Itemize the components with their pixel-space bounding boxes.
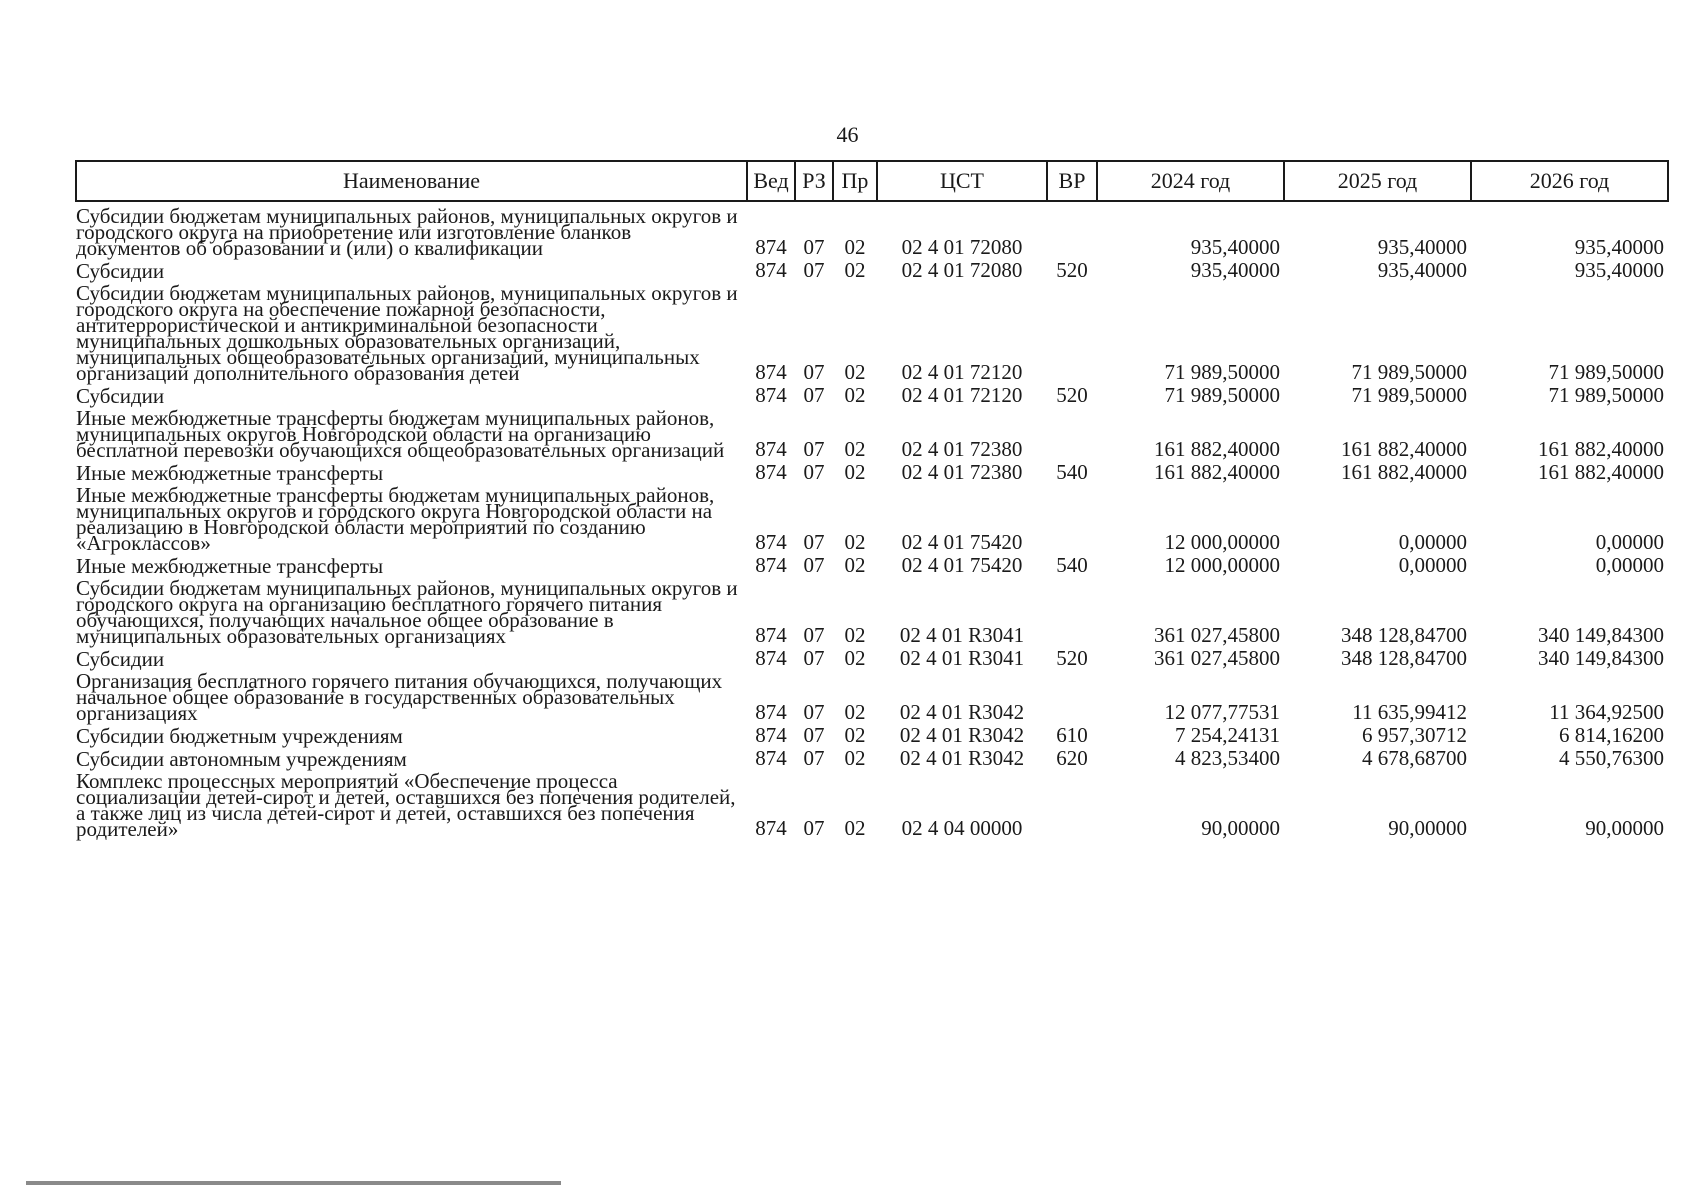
row-cst: 02 4 01 R3042	[899, 746, 1025, 770]
row-pr: 02	[844, 746, 866, 770]
row-name: Субсидии бюджетам муниципальных районов, муниципальных округов и городского округа на приобретение или изготовление бланков документов об образовании и (или) о квалификации	[76, 204, 738, 260]
header-2024: 2024 год	[1097, 161, 1284, 201]
row-rz: 07	[803, 553, 825, 577]
header-name: Наименование	[76, 161, 747, 201]
row-ved: 874	[755, 816, 787, 840]
row-ved: 874	[755, 235, 787, 259]
footer-divider	[26, 1181, 561, 1185]
table-row	[76, 667, 1668, 721]
row-2025: 161 882,40000	[1341, 460, 1467, 484]
row-2025: 0,00000	[1398, 553, 1467, 577]
row-2025: 11 635,99412	[1352, 700, 1467, 724]
row-2024: 71 989,50000	[1164, 383, 1280, 407]
row-name: Субсидии бюджетным учреждениям	[76, 724, 403, 748]
row-cst: 02 4 01 75420	[901, 553, 1023, 577]
row-2024: 361 027,45800	[1154, 623, 1280, 647]
row-cst: 02 4 01 R3042	[899, 700, 1025, 724]
table-row	[76, 551, 1668, 574]
row-ved: 874	[755, 553, 787, 577]
row-cst: 02 4 01 72120	[901, 360, 1023, 384]
row-vr: 520	[1056, 646, 1088, 670]
row-name: Субсидии	[76, 259, 165, 283]
row-cst: 02 4 04 00000	[901, 816, 1023, 840]
header-2025: 2025 год	[1284, 161, 1471, 201]
table-row	[76, 744, 1668, 767]
row-vr	[1047, 767, 1097, 837]
row-2025: 90,00000	[1388, 816, 1467, 840]
row-2026: 0,00000	[1595, 530, 1664, 554]
table-row	[76, 404, 1668, 458]
row-ved: 874	[755, 700, 787, 724]
table-row	[76, 721, 1668, 744]
header-cst: ЦСТ	[877, 161, 1047, 201]
row-2024: 935,40000	[1190, 235, 1280, 259]
row-cst: 02 4 01 72080	[901, 235, 1023, 259]
row-rz: 07	[803, 646, 825, 670]
row-2024: 935,40000	[1190, 258, 1280, 282]
row-2026: 4 550,76300	[1559, 746, 1664, 770]
row-pr: 02	[844, 553, 866, 577]
row-rz: 07	[803, 623, 825, 647]
row-name: Субсидии автономным учреждениям	[76, 747, 407, 771]
row-rz: 07	[803, 383, 825, 407]
row-2024: 161 882,40000	[1154, 460, 1280, 484]
row-vr: 610	[1056, 723, 1088, 747]
table-row	[76, 767, 1668, 837]
row-rz: 07	[803, 437, 825, 461]
row-cst: 02 4 01 R3041	[899, 646, 1025, 670]
row-pr: 02	[844, 437, 866, 461]
row-pr: 02	[844, 235, 866, 259]
row-name: Иные межбюджетные трансферты бюджетам муниципальных районов, муниципальных округов Новгородской области на организацию бесплатной перевозки обучающихся общеобразовательных организаций	[76, 406, 725, 462]
row-2026: 90,00000	[1585, 816, 1664, 840]
table-row	[76, 279, 1668, 381]
row-ved: 874	[755, 723, 787, 747]
row-name: Иные межбюджетные трансферты	[76, 554, 384, 578]
row-2025: 348 128,84700	[1341, 646, 1467, 670]
row-2026: 935,40000	[1574, 235, 1664, 259]
row-2025: 935,40000	[1377, 235, 1467, 259]
row-2026: 340 149,84300	[1538, 646, 1664, 670]
row-2026: 935,40000	[1574, 258, 1664, 282]
row-rz: 07	[803, 746, 825, 770]
row-rz: 07	[803, 360, 825, 384]
row-ved: 874	[755, 623, 787, 647]
row-2026: 71 989,50000	[1548, 360, 1664, 384]
row-pr: 02	[844, 700, 866, 724]
row-cst: 02 4 01 72380	[901, 437, 1023, 461]
row-2025: 0,00000	[1398, 530, 1467, 554]
page-number: 46	[836, 122, 859, 147]
row-2025: 348 128,84700	[1341, 623, 1467, 647]
row-2024: 12 000,00000	[1164, 530, 1280, 554]
row-2026: 340 149,84300	[1538, 623, 1664, 647]
row-2024: 7 254,24131	[1175, 723, 1280, 747]
row-ved: 874	[755, 746, 787, 770]
row-2026: 71 989,50000	[1548, 383, 1664, 407]
row-ved: 874	[755, 437, 787, 461]
row-cst: 02 4 01 72080	[901, 258, 1023, 282]
row-vr	[1047, 481, 1097, 551]
row-name: Иные межбюджетные трансферты бюджетам муниципальных районов, муниципальных округов и городского округа Новгородской области на реализацию в Новгородской области мероприятий по созданию «Агроклассов»	[76, 483, 715, 555]
row-2026: 6 814,16200	[1559, 723, 1664, 747]
row-pr: 02	[844, 723, 866, 747]
row-cst: 02 4 01 R3042	[899, 723, 1025, 747]
row-cst: 02 4 01 75420	[901, 530, 1023, 554]
row-name: Субсидии бюджетам муниципальных районов, муниципальных округов и городского округа на обеспечение пожарной безопасности, антитеррористической и антикриминальной безопасности муниципальных дошкольных образовательных организаций, муниципальных общеобразовательных организаций, муниципальных организаций дополнительного образования детей	[76, 281, 738, 385]
row-ved: 874	[755, 360, 787, 384]
row-2025: 935,40000	[1377, 258, 1467, 282]
row-pr: 02	[844, 360, 866, 384]
header-ved: Вед	[747, 161, 795, 201]
row-rz: 07	[803, 530, 825, 554]
row-rz: 07	[803, 816, 825, 840]
row-2024: 361 027,45800	[1154, 646, 1280, 670]
row-pr: 02	[844, 460, 866, 484]
header-vr: ВР	[1047, 161, 1097, 201]
row-cst: 02 4 01 R3041	[899, 623, 1025, 647]
row-pr: 02	[844, 383, 866, 407]
row-name: Организация бесплатного горячего питания обучающихся, получающих начальное общее образование в государственных образовательных организациях	[76, 669, 723, 725]
row-2024: 12 000,00000	[1164, 553, 1280, 577]
row-vr	[1047, 667, 1097, 721]
row-ved: 874	[755, 460, 787, 484]
row-vr: 520	[1056, 383, 1088, 407]
row-2024: 90,00000	[1201, 816, 1280, 840]
row-2025: 161 882,40000	[1341, 437, 1467, 461]
row-vr	[1047, 404, 1097, 458]
row-cst: 02 4 01 72120	[901, 383, 1023, 407]
row-2026: 11 364,92500	[1549, 700, 1664, 724]
row-2024: 71 989,50000	[1164, 360, 1280, 384]
row-name: Субсидии	[76, 384, 165, 408]
row-pr: 02	[844, 258, 866, 282]
row-2025: 71 989,50000	[1351, 360, 1467, 384]
budget-table	[75, 160, 1669, 841]
row-vr	[1047, 574, 1097, 644]
row-rz: 07	[803, 258, 825, 282]
row-name: Иные межбюджетные трансферты	[76, 461, 384, 485]
row-2025: 71 989,50000	[1351, 383, 1467, 407]
table-row	[76, 201, 1668, 256]
row-vr: 540	[1056, 553, 1088, 577]
row-pr: 02	[844, 623, 866, 647]
row-2026: 161 882,40000	[1538, 437, 1664, 461]
table-header-row	[76, 161, 1668, 201]
row-2026: 0,00000	[1595, 553, 1664, 577]
row-ved: 874	[755, 258, 787, 282]
row-2025: 4 678,68700	[1362, 746, 1467, 770]
row-cst: 02 4 01 72380	[901, 460, 1023, 484]
row-rz: 07	[803, 700, 825, 724]
row-2024: 4 823,53400	[1175, 746, 1280, 770]
row-ved: 874	[755, 383, 787, 407]
row-name: Субсидии	[76, 647, 165, 671]
row-rz: 07	[803, 235, 825, 259]
row-rz: 07	[803, 723, 825, 747]
header-pr: Пр	[833, 161, 877, 201]
row-name: Комплекс процессных мероприятий «Обеспечение процесса социализации детей-сирот и детей, оставшихся без попечения родителей, а также лиц из числа детей-сирот и детей, оставшихся без попечения родителей»	[76, 769, 736, 841]
row-ved: 874	[755, 530, 787, 554]
table-row	[76, 481, 1668, 551]
row-pr: 02	[844, 816, 866, 840]
row-vr: 520	[1056, 258, 1088, 282]
row-rz: 07	[803, 460, 825, 484]
row-vr	[1047, 201, 1097, 256]
row-vr	[1047, 279, 1097, 381]
row-name: Субсидии бюджетам муниципальных районов, муниципальных округов и городского округа на организацию бесплатного горячего питания обучающихся, получающих начальное общее образование в муниципальных образовательных организациях	[76, 576, 738, 648]
row-2024: 12 077,77531	[1164, 700, 1280, 724]
row-2026: 161 882,40000	[1538, 460, 1664, 484]
row-2024: 161 882,40000	[1154, 437, 1280, 461]
row-ved: 874	[755, 646, 787, 670]
header-2026: 2026 год	[1471, 161, 1668, 201]
row-pr: 02	[844, 530, 866, 554]
row-2025: 6 957,30712	[1362, 723, 1467, 747]
header-rz: РЗ	[795, 161, 833, 201]
table-row	[76, 574, 1668, 644]
row-pr: 02	[844, 646, 866, 670]
row-vr: 620	[1056, 746, 1088, 770]
row-vr: 540	[1056, 460, 1088, 484]
table-row	[76, 458, 1668, 481]
